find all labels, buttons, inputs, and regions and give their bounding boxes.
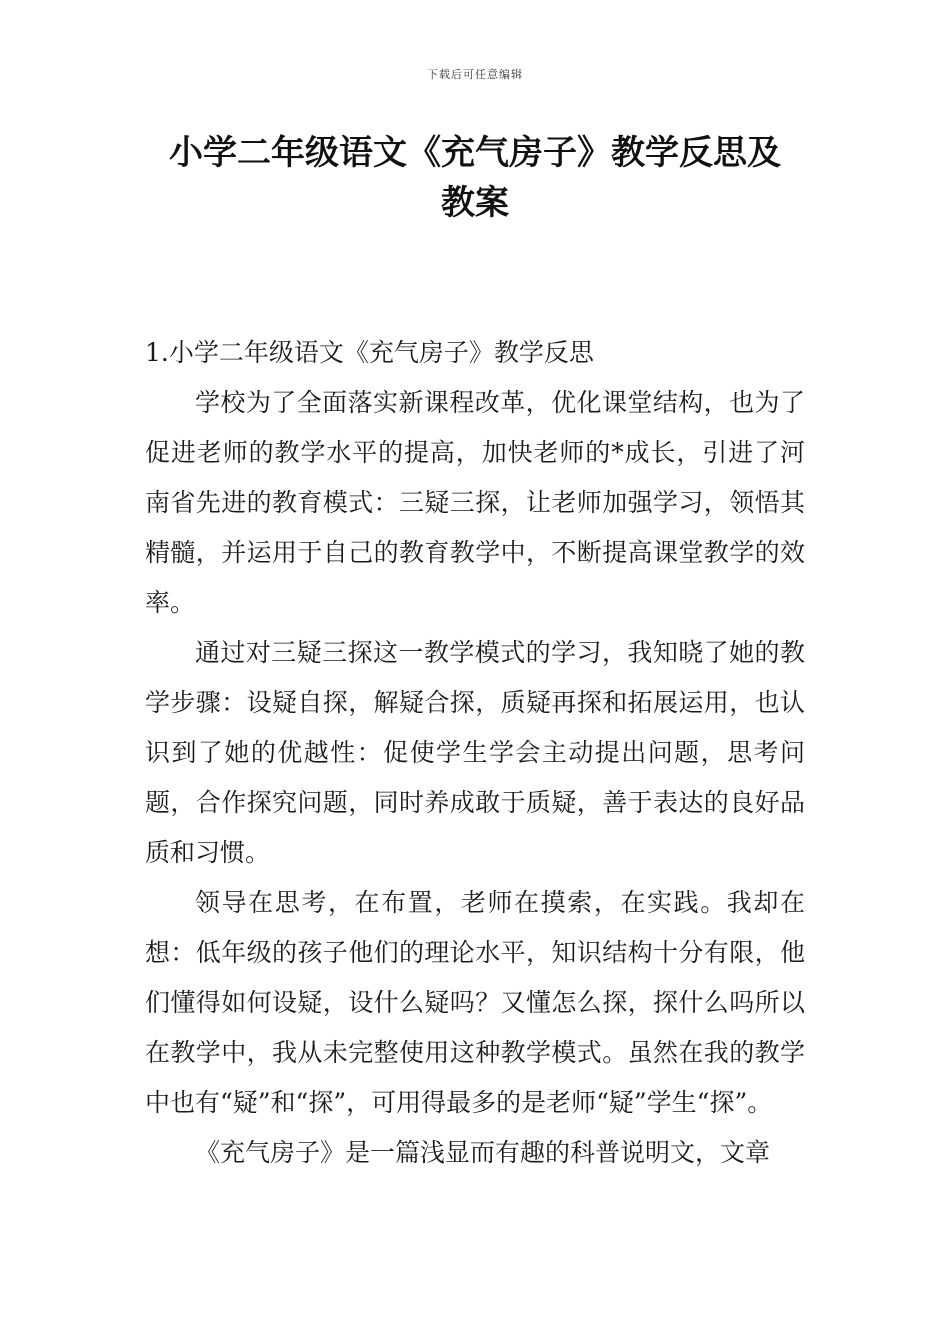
paragraph-2: 通过对三疑三探这一教学模式的学习，我知晓了她的教学步骤：设疑自探，解疑合探，质疑再探和拓展运用，也认识到了她的优越性：促使学生学会主动提出问题，思考问题，合作探究问题，同时养成敢于质疑，善于表达的良好品质和习惯。 [145, 638, 805, 867]
document-body [145, 328, 805, 1178]
paragraph-3: 领导在思考，在布置，老师在摸索，在实践。我却在想：低年级的孩子他们的理论水平，知识结构十分有限，他们懂得如何设疑，设什么疑吗？又懂怎么探，探什么吗所以在教学中，我从未完整使用这种教学模式。虽然在我的教学中也有“疑”和“探”，可用得最多的是老师“疑”学生“探”。 [145, 888, 805, 1117]
paragraph-1: 学校为了全面落实新课程改革，优化课堂结构，也为了促进老师的教学水平的提高，加快老师的*成长，引进了河南省先进的教育模式：三疑三探，让老师加强学习，领悟其精髓，并运用于自己的教育教学中，不断提高课堂教学的效率。 [145, 388, 805, 617]
section-heading: 1.小学二年级语文《充气房子》教学反思 [145, 338, 594, 367]
document-title [140, 128, 810, 228]
title-line-2: 教案 [441, 183, 509, 223]
paragraph-4: 《充气房子》是一篇浅显而有趣的科普说明文，文章 [195, 1138, 771, 1167]
title-line-1: 小学二年级语文《充气房子》教学反思及 [169, 133, 781, 173]
header-note: 下载后可任意编辑 [427, 68, 523, 81]
